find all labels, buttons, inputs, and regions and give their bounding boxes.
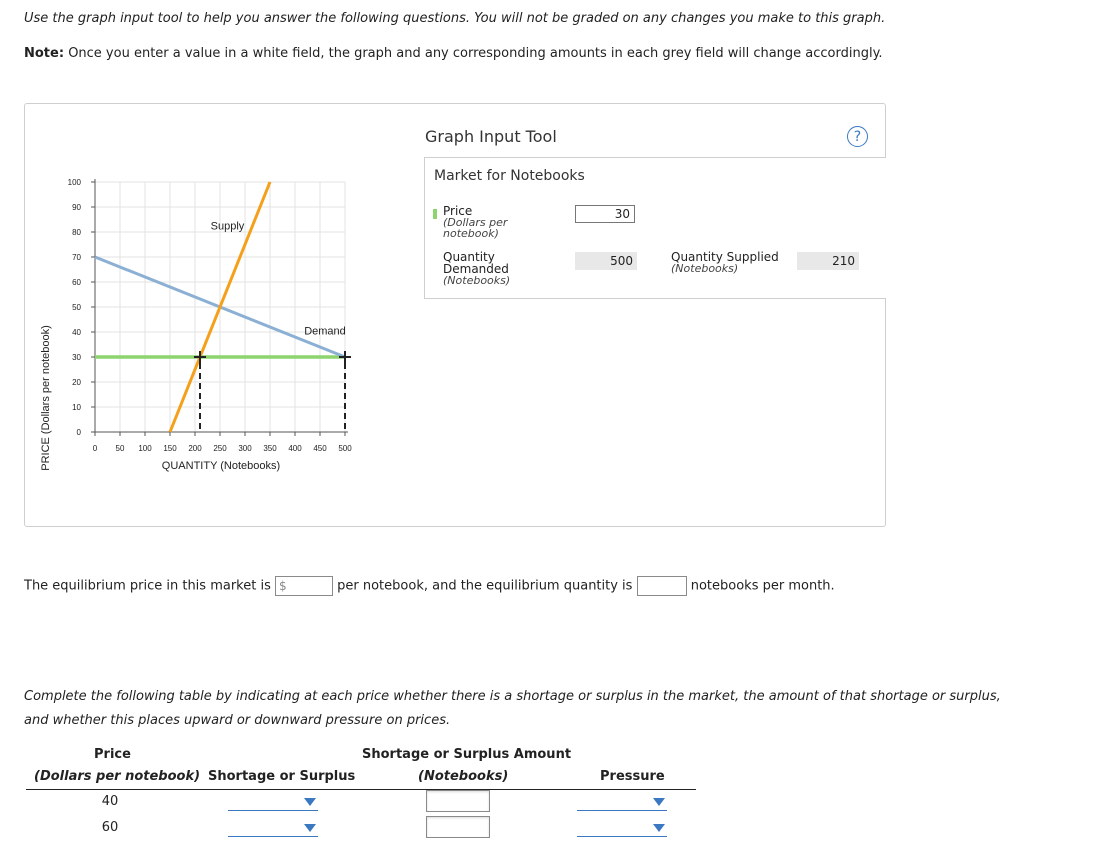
quantity-demanded-label [443,251,510,286]
price-sub-1: (Dollars per [443,216,508,229]
price-field-label [443,205,507,239]
instructions-text: Use the graph input tool to help you answer the following questions. You will not be graded on any changes you make to this graph. [24,11,886,26]
note-label: Note: [24,46,65,61]
price-input[interactable]: 30 [575,205,635,223]
quantity-supplied-value: 210 [797,252,859,270]
row-price-60: 60 [101,820,119,835]
header-price-sub: (Dollars per notebook) [34,769,201,784]
row-price-40: 40 [101,794,119,809]
eq-text-3: notebooks per month. [690,578,835,594]
chevron-down-icon [653,798,665,806]
graph-input-panel [24,103,886,527]
amount-input-row1[interactable] [426,790,490,812]
x-tick-label: 250 [213,444,227,453]
eq-text-2: per notebook, and the equilibrium quantity is [337,578,633,594]
qs-label: Quantity Supplied [671,250,779,264]
amount-input-row2[interactable] [426,816,490,838]
shortage-surplus-dropdown-row2[interactable] [228,818,318,837]
pressure-dropdown-row2[interactable] [577,818,667,837]
quantity-supplied-label [671,251,779,274]
supply-demand-graph[interactable] [25,104,445,524]
y-tick-label: 60 [72,278,81,287]
x-tick-label: 300 [238,444,252,453]
x-tick-label: 100 [138,444,152,453]
supply-label: Supply [210,220,245,233]
x-tick-label: 200 [188,444,202,453]
header-amount: Shortage or Surplus Amount [362,747,572,762]
x-tick-label: 500 [338,444,352,453]
qd-sub: (Notebooks) [443,274,511,287]
y-tick-label: 80 [72,228,81,237]
y-tick-label: 90 [72,203,81,212]
y-tick-label: 50 [72,303,81,312]
table-header-rule [26,789,696,790]
note-text [24,46,883,61]
pressure-dropdown-row1[interactable] [577,792,667,811]
price-sub-2: notebook) [443,227,499,240]
note-body: Once you enter a value in a white field, the graph and any corresponding amounts in each grey field will change accordingly. [68,46,883,61]
chevron-down-icon [304,798,316,806]
header-amount-sub: (Notebooks) [418,769,509,784]
y-tick-label: 10 [72,403,81,412]
qd-label-1: Quantity [443,250,495,264]
equilibrium-quantity-input[interactable] [637,576,687,596]
eq-text-1: The equilibrium price in this market is [24,578,271,594]
help-icon[interactable]: ? [847,126,868,147]
quantity-demanded-value: 500 [575,252,637,270]
x-tick-label: 150 [163,444,177,453]
y-tick-label: 40 [72,328,81,337]
equilibrium-question [24,576,835,598]
header-shortage-surplus: Shortage or Surplus [208,769,356,784]
qd-label-2: Demanded [443,262,509,276]
chevron-down-icon [304,824,316,832]
market-title: Market for Notebooks [434,168,585,184]
y-axis-label: PRICE (Dollars per notebook) [40,325,52,471]
x-tick-label: 50 [115,444,125,453]
shortage-surplus-dropdown-row1[interactable] [228,792,318,811]
x-tick-label: 450 [313,444,327,453]
x-tick-label: 400 [288,444,302,453]
y-tick-label: 100 [67,178,81,187]
price-label: Price [443,204,473,218]
y-tick-label: 20 [72,378,81,387]
chevron-down-icon [653,824,665,832]
header-price: Price [94,747,131,762]
y-tick-label: 30 [72,353,81,362]
y-tick-label: 70 [72,253,81,262]
x-tick-label: 0 [92,444,98,453]
qs-sub: (Notebooks) [671,262,739,275]
table-instructions: Complete the following table by indicating at each price whether there is a shortage or surplus in the market, the amount of that shortage or surplus, and whether this places upward or downward pressure on prices. [24,689,1001,728]
equilibrium-price-input[interactable]: $ [275,576,333,596]
market-info-box [424,157,886,299]
header-pressure: Pressure [600,769,665,784]
price-line-swatch [433,209,437,219]
x-tick-label: 350 [263,444,277,453]
x-axis-label: QUANTITY (Notebooks) [161,460,281,472]
y-tick-label: 0 [76,428,81,437]
demand-label: Demand [304,325,346,338]
tool-title: Graph Input Tool [425,127,557,146]
